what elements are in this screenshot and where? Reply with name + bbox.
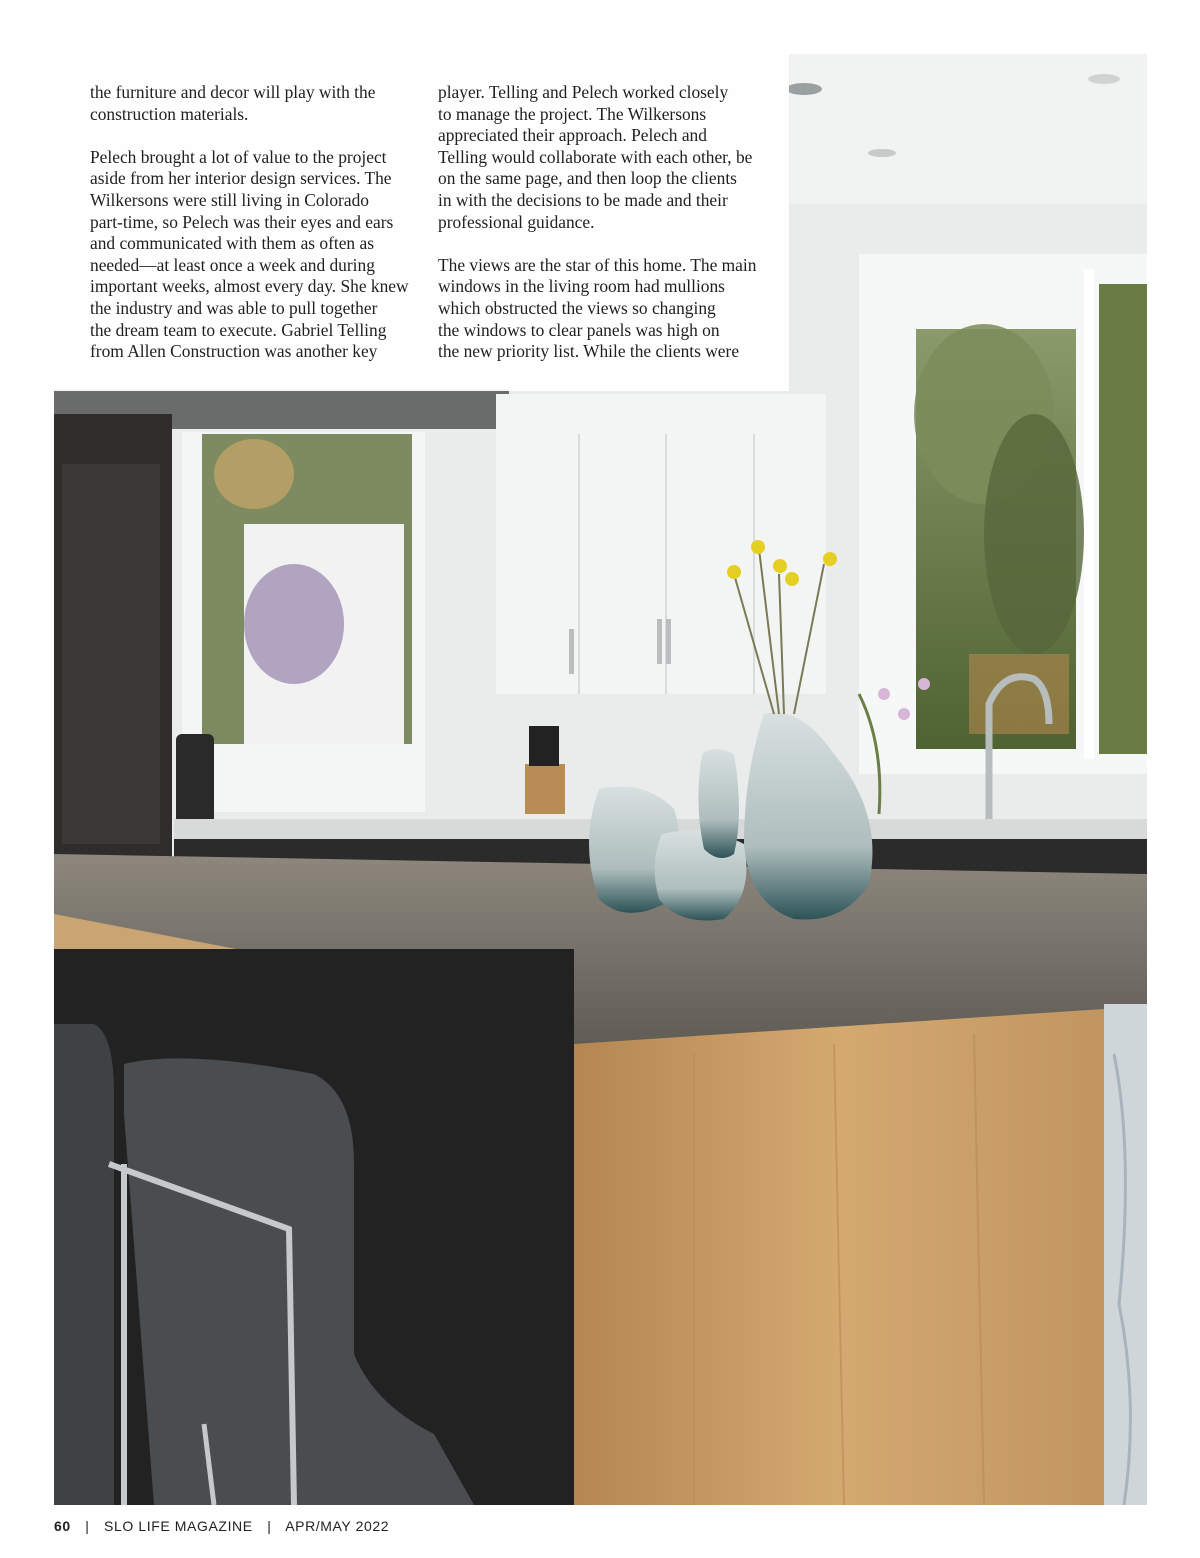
page-number: 60 [54,1518,71,1534]
text-line: in with the decisions to be made and their [438,189,728,210]
paragraph [90,82,410,125]
issue-date: APR/MAY 2022 [285,1518,390,1534]
article-column-left [90,82,410,384]
vase [698,749,739,858]
article-text-panel [54,54,789,391]
paragraph [438,255,768,363]
text-line: professional guidance. [438,211,595,232]
text-line: The views are the star of this home. The main [438,254,757,275]
right-window-view [1099,284,1147,754]
page-footer [54,1518,389,1534]
paragraph [438,82,768,233]
yellow-flower [727,565,741,579]
text-line: on the same page, and then loop the clients [438,168,737,189]
yellow-flower [773,559,787,573]
yellow-flower [751,540,765,554]
text-line: and communicated with them as often as [90,233,374,254]
yellow-flower [785,572,799,586]
text-line: important weeks, almost every day. She knew [90,276,409,297]
publication-name: SLO LIFE MAGAZINE [104,1518,253,1534]
footer-separator: | [85,1518,90,1534]
text-line: the windows to clear panels was high on [438,319,720,340]
text-line: the dream team to execute. Gabriel Telling [90,319,387,340]
text-line: the new priority list. While the clients were [438,341,740,362]
text-line: Wilkersons were still living in Colorado [90,189,369,210]
text-line: Pelech brought a lot of value to the project [90,146,387,167]
text-line: the furniture and decor will play with the [90,82,376,102]
paragraph [90,147,410,363]
marble-panel [1104,1004,1147,1505]
text-line: player. Telling and Pelech worked closely [438,82,729,102]
yellow-flower [823,552,837,566]
text-line: to manage the project. The Wilkersons [438,103,707,124]
text-line: Telling would collaborate with each other, be [438,146,753,167]
ceiling-light [868,149,896,157]
coffee-machine [176,734,214,824]
text-line: the industry and was able to pull together [90,297,378,318]
ceiling-light [1088,74,1120,84]
ceiling-light [786,83,822,95]
text-line: needed—at least once a week and during [90,254,375,275]
text-line: windows in the living room had mullions [438,276,725,297]
article-column-right [438,82,768,384]
text-line: from Allen Construction was another key [90,341,378,362]
footer-separator: | [267,1518,272,1534]
text-line: part-time, so Pelech was their eyes and ears [90,211,394,232]
knife-block [525,764,565,814]
text-line: which obstructed the views so changing [438,297,716,318]
text-line: aside from her interior design services. The [90,168,392,189]
text-line: appreciated their approach. Pelech and [438,125,707,146]
bar-chair [54,1024,114,1505]
text-line: construction materials. [90,103,249,124]
